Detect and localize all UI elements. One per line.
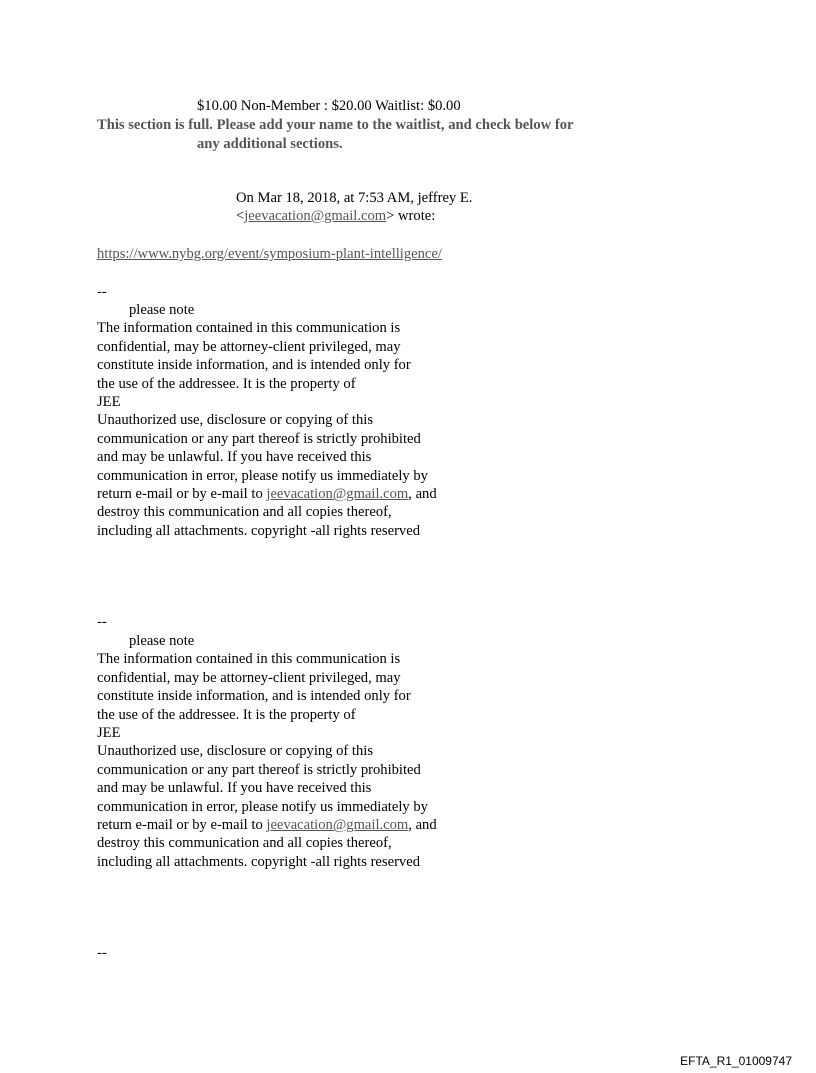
disclaimer-line: communication in error, please notify us immediately by: [97, 798, 428, 815]
disclaimer-note: please note: [129, 302, 195, 318]
document-id: EFTA_R1_01009747: [680, 1054, 792, 1068]
disclaimer-line: The information contained in this communication is: [97, 651, 401, 668]
disclaimer-line: and may be unlawful. If you have received this: [97, 449, 372, 466]
disclaimer-line: JEE: [97, 394, 121, 411]
disclaimer-text: return e-mail or by e-mail to: [97, 817, 267, 834]
disclaimer-line: communication or any part thereof is strictly prohibited: [97, 761, 421, 778]
wrote-text: > wrote:: [386, 208, 436, 224]
disclaimer-line: Unauthorized use, disclosure or copying of this: [97, 743, 374, 760]
signature-separator: --: [97, 945, 107, 961]
disclaimer-line: The information contained in this communication is: [97, 320, 401, 337]
open-bracket: <: [236, 208, 245, 224]
disclaimer-text: , and: [408, 486, 437, 503]
disclaimer-line: destroy this communication and all copies thereof,: [97, 835, 392, 852]
signature-separator: --: [97, 284, 107, 300]
disclaimer-line: constitute inside information, and is intended only for: [97, 357, 411, 374]
disclaimer-line: confidential, may be attorney-client privileged, may: [97, 338, 401, 355]
disclaimer-line: Unauthorized use, disclosure or copying of this: [97, 412, 374, 429]
disclaimer-line: destroy this communication and all copies thereof,: [97, 504, 392, 521]
url-line: [97, 245, 442, 263]
disclaimer-block: [97, 301, 517, 540]
waitlist-notice-line-2: any additional sections.: [197, 136, 343, 152]
reply-email-link[interactable]: jeevacation@gmail.com: [244, 208, 387, 224]
disclaimer-line: and may be unlawful. If you have received this: [97, 780, 372, 797]
reply-attribution-line-2: [236, 207, 435, 225]
disclaimer-line: the use of the addressee. It is the property of: [97, 706, 356, 723]
disclaimer-line: communication or any part thereof is strictly prohibited: [97, 430, 421, 447]
disclaimer-line: including all attachments. copyright -all rights reserved: [97, 522, 420, 539]
event-url-link[interactable]: https://www.nybg.org/event/symposium-plant-intelligence/: [97, 246, 442, 262]
reply-attribution-line-1: On Mar 18, 2018, at 7:53 AM, jeffrey E.: [236, 190, 473, 206]
disclaimer-line: the use of the addressee. It is the property of: [97, 375, 356, 392]
disclaimer-line: communication in error, please notify us immediately by: [97, 467, 428, 484]
disclaimer-email-link[interactable]: jeevacation@gmail.com: [266, 486, 409, 503]
disclaimer-line: JEE: [97, 725, 121, 742]
disclaimer-line: confidential, may be attorney-client privileged, may: [97, 669, 401, 686]
disclaimer-text: return e-mail or by e-mail to: [97, 486, 267, 503]
disclaimer-note: please note: [129, 633, 195, 649]
signature-separator: --: [97, 614, 107, 630]
disclaimer-block: [97, 632, 517, 871]
disclaimer-line: constitute inside information, and is intended only for: [97, 688, 411, 705]
disclaimer-line: including all attachments. copyright -all rights reserved: [97, 853, 420, 870]
disclaimer-text: , and: [408, 817, 437, 834]
pricing-line: $10.00 Non-Member : $20.00 Waitlist: $0.00: [197, 98, 461, 114]
waitlist-notice-line-1: This section is full. Please add your name to the waitlist, and check below for: [97, 117, 574, 133]
disclaimer-line-with-email: [97, 816, 517, 834]
disclaimer-line-with-email: [97, 485, 517, 503]
disclaimer-email-link[interactable]: jeevacation@gmail.com: [266, 817, 409, 834]
